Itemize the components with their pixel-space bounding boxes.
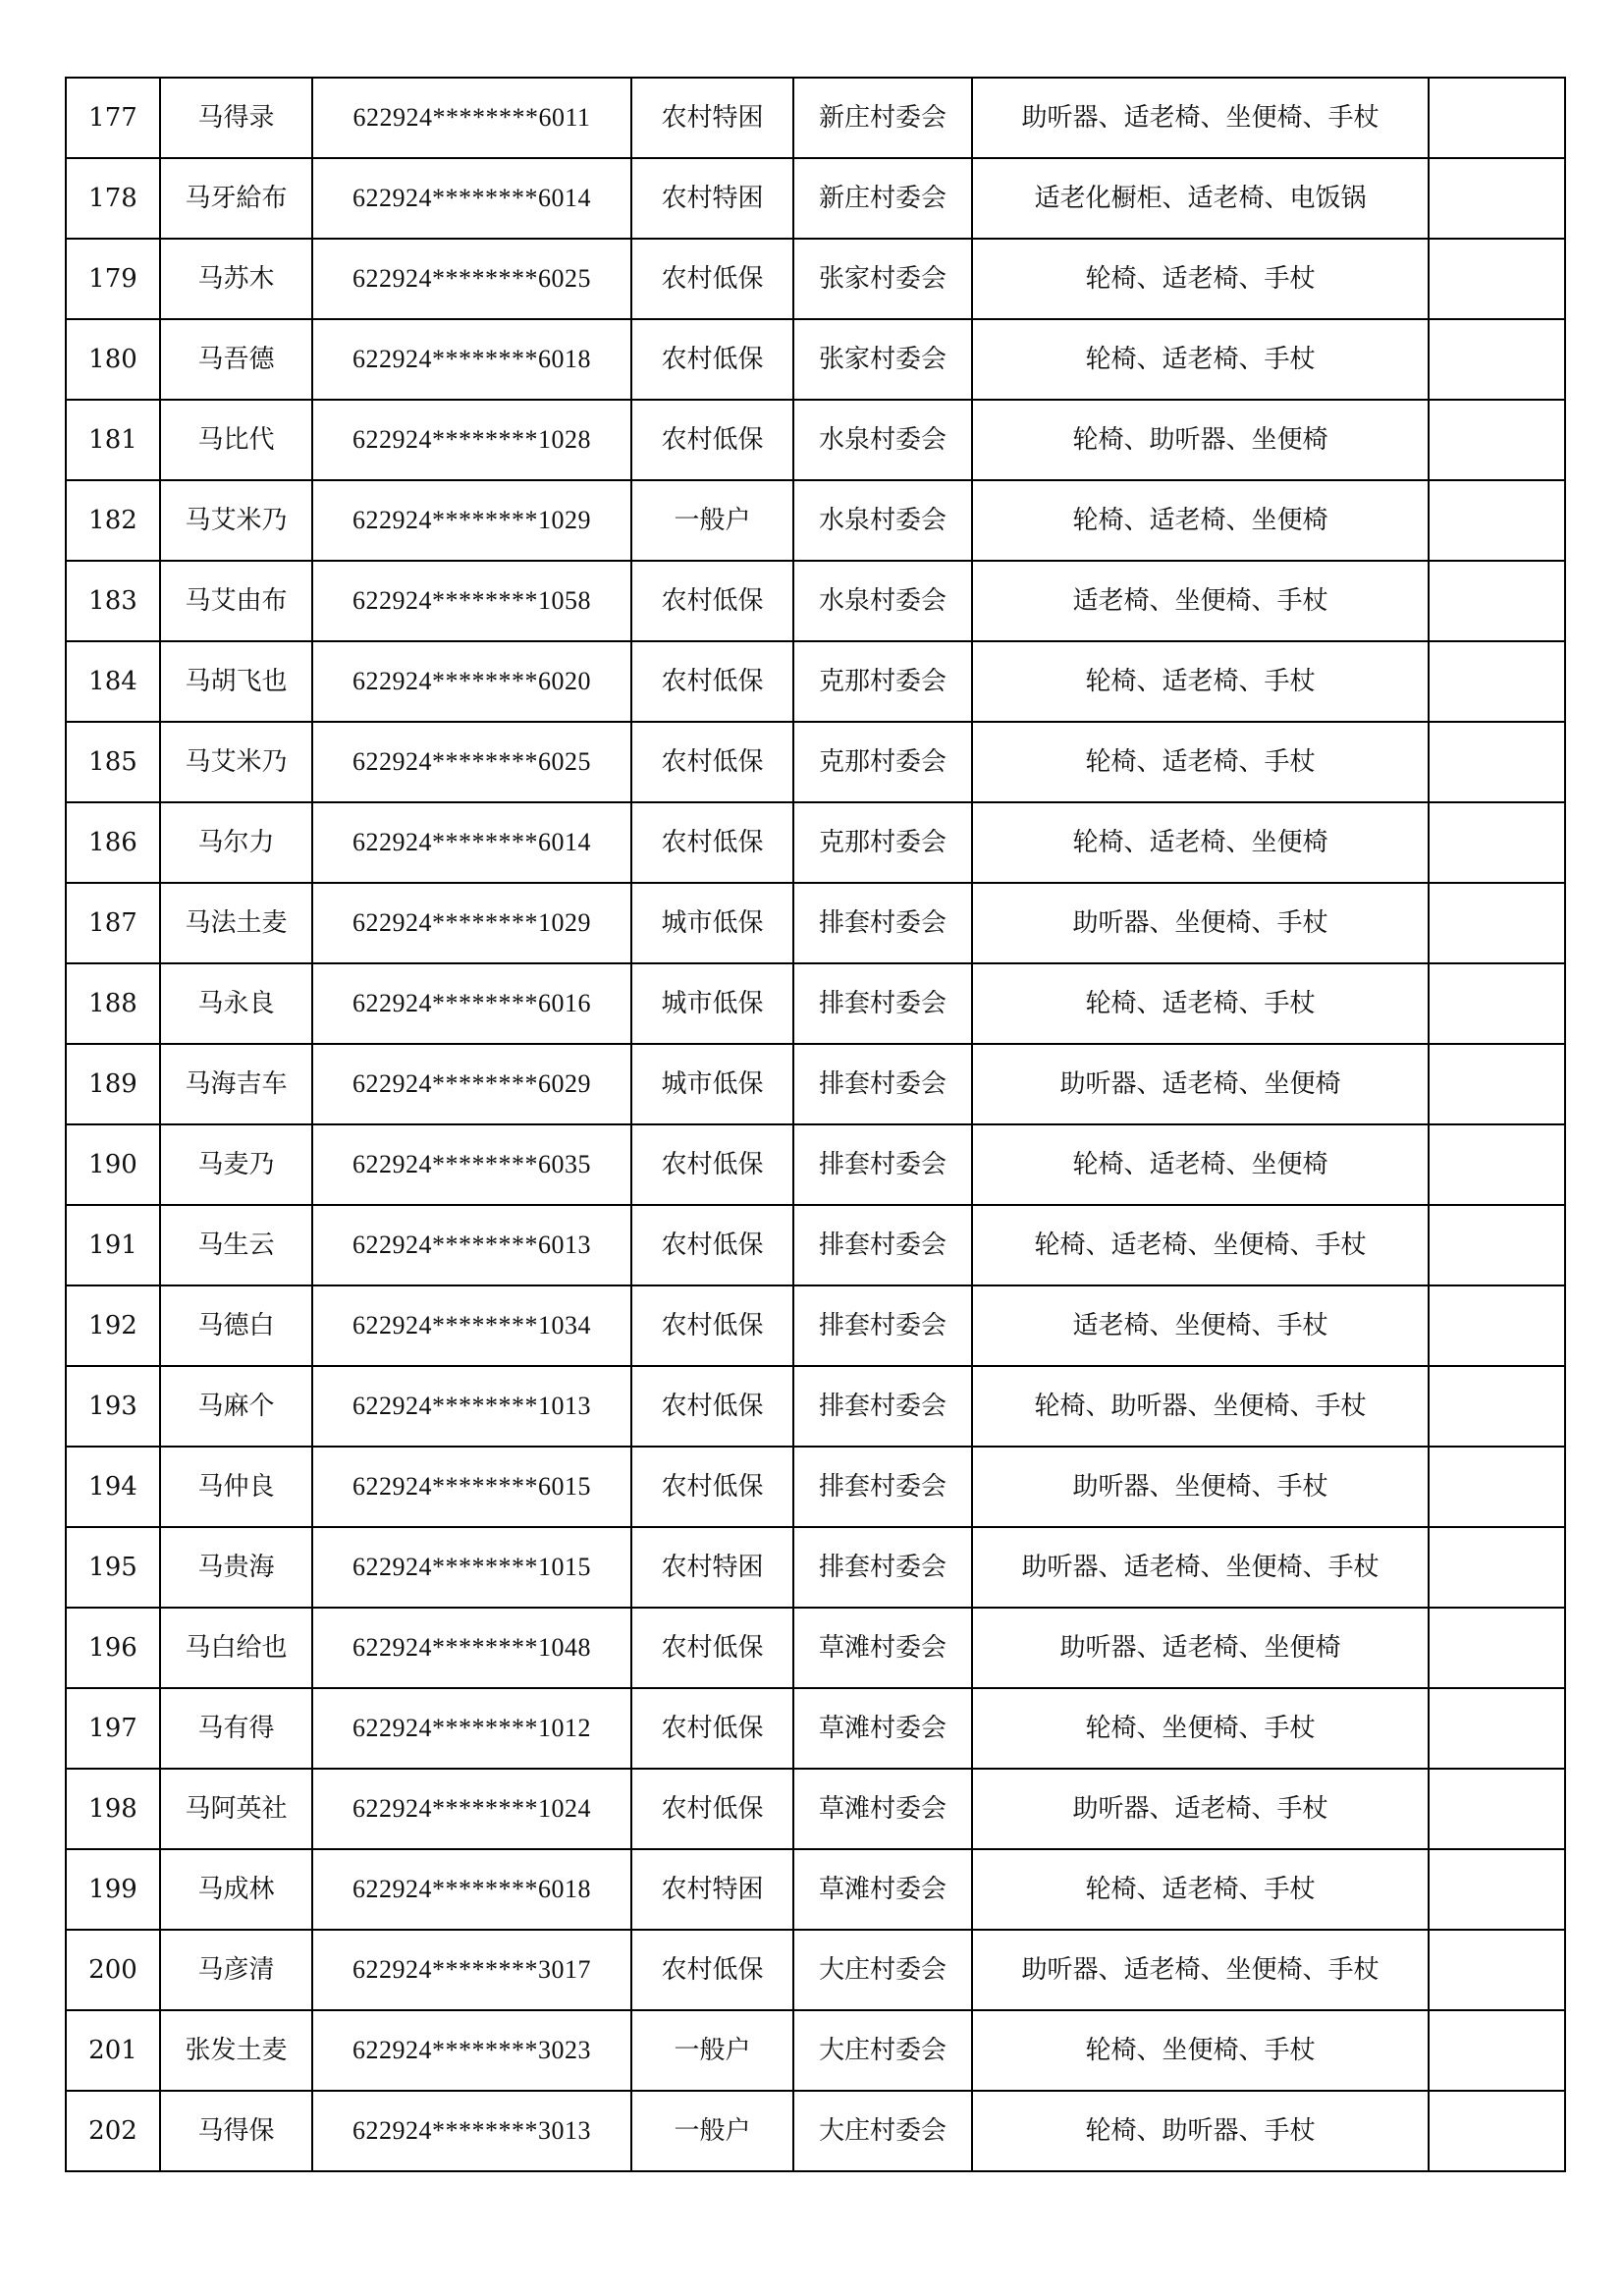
cell-note <box>1429 1527 1565 1608</box>
cell-id-number: 622924********1058 <box>312 561 631 641</box>
cell-category: 农村低保 <box>631 1608 793 1688</box>
cell-village: 大庄村委会 <box>793 2010 972 2091</box>
cell-aid-items: 轮椅、适老椅、手杖 <box>972 1849 1429 1930</box>
table-row <box>66 561 1565 641</box>
cell-name: 马生云 <box>160 1205 312 1285</box>
cell-category: 农村低保 <box>631 1205 793 1285</box>
table-row <box>66 1205 1565 1285</box>
table-row <box>66 802 1565 883</box>
cell-village: 草滩村委会 <box>793 1769 972 1849</box>
table-row <box>66 319 1565 400</box>
cell-aid-items: 轮椅、适老椅、坐便椅 <box>972 1124 1429 1205</box>
cell-number: 187 <box>66 883 160 963</box>
cell-category: 农村低保 <box>631 1124 793 1205</box>
cell-aid-items: 适老椅、坐便椅、手杖 <box>972 561 1429 641</box>
table-row <box>66 1769 1565 1849</box>
cell-name: 马比代 <box>160 400 312 480</box>
cell-note <box>1429 1285 1565 1366</box>
cell-category: 农村低保 <box>631 1447 793 1527</box>
table-row <box>66 2010 1565 2091</box>
cell-note <box>1429 722 1565 802</box>
cell-note <box>1429 78 1565 158</box>
cell-number: 178 <box>66 158 160 239</box>
cell-village: 克那村委会 <box>793 802 972 883</box>
cell-note <box>1429 1366 1565 1447</box>
cell-note <box>1429 1930 1565 2010</box>
cell-name: 马德白 <box>160 1285 312 1366</box>
cell-id-number: 622924********6029 <box>312 1044 631 1124</box>
cell-note <box>1429 2091 1565 2171</box>
cell-category: 农村低保 <box>631 1366 793 1447</box>
cell-id-number: 622924********6035 <box>312 1124 631 1205</box>
cell-name: 马成林 <box>160 1849 312 1930</box>
cell-village: 排套村委会 <box>793 883 972 963</box>
cell-id-number: 622924********6018 <box>312 319 631 400</box>
cell-note <box>1429 319 1565 400</box>
cell-id-number: 622924********6025 <box>312 239 631 319</box>
table-row <box>66 963 1565 1044</box>
cell-category: 农村低保 <box>631 319 793 400</box>
table-row <box>66 1608 1565 1688</box>
table-row <box>66 480 1565 561</box>
table-row <box>66 158 1565 239</box>
cell-category: 一般户 <box>631 2010 793 2091</box>
cell-note <box>1429 480 1565 561</box>
cell-name: 马阿英社 <box>160 1769 312 1849</box>
cell-name: 马艾米乃 <box>160 480 312 561</box>
cell-aid-items: 轮椅、坐便椅、手杖 <box>972 1688 1429 1769</box>
cell-number: 197 <box>66 1688 160 1769</box>
cell-aid-items: 轮椅、助听器、坐便椅 <box>972 400 1429 480</box>
cell-village: 张家村委会 <box>793 239 972 319</box>
cell-number: 184 <box>66 641 160 722</box>
cell-aid-items: 轮椅、适老椅、手杖 <box>972 963 1429 1044</box>
cell-number: 192 <box>66 1285 160 1366</box>
table-row <box>66 641 1565 722</box>
table-row <box>66 1366 1565 1447</box>
cell-id-number: 622924********3013 <box>312 2091 631 2171</box>
table-row <box>66 400 1565 480</box>
cell-name: 马海吉车 <box>160 1044 312 1124</box>
cell-category: 农村低保 <box>631 722 793 802</box>
cell-id-number: 622924********6018 <box>312 1849 631 1930</box>
cell-aid-items: 轮椅、适老椅、坐便椅 <box>972 802 1429 883</box>
cell-aid-items: 轮椅、适老椅、手杖 <box>972 319 1429 400</box>
cell-name: 马得录 <box>160 78 312 158</box>
cell-category: 农村低保 <box>631 1769 793 1849</box>
cell-number: 191 <box>66 1205 160 1285</box>
cell-aid-items: 轮椅、适老椅、坐便椅、手杖 <box>972 1205 1429 1285</box>
cell-note <box>1429 400 1565 480</box>
cell-number: 179 <box>66 239 160 319</box>
cell-category: 农村特困 <box>631 1849 793 1930</box>
cell-village: 排套村委会 <box>793 1527 972 1608</box>
cell-number: 194 <box>66 1447 160 1527</box>
cell-village: 排套村委会 <box>793 1124 972 1205</box>
cell-category: 城市低保 <box>631 963 793 1044</box>
cell-note <box>1429 802 1565 883</box>
cell-number: 182 <box>66 480 160 561</box>
cell-id-number: 622924********1013 <box>312 1366 631 1447</box>
cell-name: 马苏木 <box>160 239 312 319</box>
table-body <box>66 78 1565 2171</box>
cell-id-number: 622924********6013 <box>312 1205 631 1285</box>
cell-name: 马彦清 <box>160 1930 312 2010</box>
cell-aid-items: 助听器、适老椅、坐便椅 <box>972 1608 1429 1688</box>
cell-number: 189 <box>66 1044 160 1124</box>
cell-aid-items: 适老化橱柜、适老椅、电饭锅 <box>972 158 1429 239</box>
cell-village: 大庄村委会 <box>793 1930 972 2010</box>
cell-category: 农村特困 <box>631 158 793 239</box>
table-row <box>66 2091 1565 2171</box>
cell-number: 181 <box>66 400 160 480</box>
table-row <box>66 1688 1565 1769</box>
cell-id-number: 622924********3017 <box>312 1930 631 2010</box>
cell-number: 188 <box>66 963 160 1044</box>
cell-village: 大庄村委会 <box>793 2091 972 2171</box>
table-row <box>66 1849 1565 1930</box>
cell-id-number: 622924********6015 <box>312 1447 631 1527</box>
cell-id-number: 622924********6020 <box>312 641 631 722</box>
cell-name: 马法土麦 <box>160 883 312 963</box>
cell-note <box>1429 883 1565 963</box>
cell-category: 农村低保 <box>631 239 793 319</box>
cell-name: 马麦乃 <box>160 1124 312 1205</box>
beneficiary-table <box>65 77 1566 2172</box>
cell-category: 一般户 <box>631 2091 793 2171</box>
table-row <box>66 722 1565 802</box>
cell-village: 新庄村委会 <box>793 78 972 158</box>
cell-village: 水泉村委会 <box>793 480 972 561</box>
cell-number: 198 <box>66 1769 160 1849</box>
cell-note <box>1429 1044 1565 1124</box>
cell-village: 克那村委会 <box>793 722 972 802</box>
cell-category: 农村低保 <box>631 1930 793 2010</box>
cell-number: 201 <box>66 2010 160 2091</box>
cell-aid-items: 轮椅、适老椅、坐便椅 <box>972 480 1429 561</box>
cell-number: 193 <box>66 1366 160 1447</box>
cell-name: 马尔力 <box>160 802 312 883</box>
cell-village: 排套村委会 <box>793 963 972 1044</box>
table-row <box>66 1930 1565 2010</box>
cell-village: 张家村委会 <box>793 319 972 400</box>
cell-note <box>1429 158 1565 239</box>
cell-number: 195 <box>66 1527 160 1608</box>
cell-village: 排套村委会 <box>793 1205 972 1285</box>
cell-number: 186 <box>66 802 160 883</box>
cell-name: 马有得 <box>160 1688 312 1769</box>
cell-aid-items: 助听器、适老椅、坐便椅、手杖 <box>972 78 1429 158</box>
cell-aid-items: 助听器、适老椅、手杖 <box>972 1769 1429 1849</box>
cell-aid-items: 轮椅、助听器、手杖 <box>972 2091 1429 2171</box>
table-row <box>66 239 1565 319</box>
cell-name: 马白给也 <box>160 1608 312 1688</box>
table-row <box>66 883 1565 963</box>
cell-name: 马得保 <box>160 2091 312 2171</box>
cell-id-number: 622924********6016 <box>312 963 631 1044</box>
cell-note <box>1429 963 1565 1044</box>
cell-name: 张发土麦 <box>160 2010 312 2091</box>
cell-village: 克那村委会 <box>793 641 972 722</box>
cell-name: 马贵海 <box>160 1527 312 1608</box>
cell-village: 排套村委会 <box>793 1285 972 1366</box>
cell-aid-items: 助听器、适老椅、坐便椅、手杖 <box>972 1527 1429 1608</box>
cell-name: 马艾米乃 <box>160 722 312 802</box>
cell-name: 马永良 <box>160 963 312 1044</box>
cell-note <box>1429 561 1565 641</box>
cell-aid-items: 助听器、坐便椅、手杖 <box>972 1447 1429 1527</box>
cell-aid-items: 轮椅、助听器、坐便椅、手杖 <box>972 1366 1429 1447</box>
cell-name: 马胡飞也 <box>160 641 312 722</box>
cell-name: 马艾由布 <box>160 561 312 641</box>
cell-id-number: 622924********3023 <box>312 2010 631 2091</box>
cell-id-number: 622924********1029 <box>312 883 631 963</box>
cell-category: 农村低保 <box>631 400 793 480</box>
cell-village: 新庄村委会 <box>793 158 972 239</box>
cell-name: 马麻个 <box>160 1366 312 1447</box>
cell-category: 农村低保 <box>631 802 793 883</box>
cell-category: 农村特困 <box>631 78 793 158</box>
table-row <box>66 1124 1565 1205</box>
cell-id-number: 622924********1034 <box>312 1285 631 1366</box>
cell-aid-items: 轮椅、适老椅、手杖 <box>972 722 1429 802</box>
cell-id-number: 622924********1029 <box>312 480 631 561</box>
cell-category: 农村特困 <box>631 1527 793 1608</box>
cell-id-number: 622924********6014 <box>312 802 631 883</box>
cell-village: 草滩村委会 <box>793 1608 972 1688</box>
cell-village: 草滩村委会 <box>793 1688 972 1769</box>
cell-note <box>1429 1769 1565 1849</box>
cell-note <box>1429 239 1565 319</box>
table-row <box>66 1447 1565 1527</box>
cell-aid-items: 轮椅、适老椅、手杖 <box>972 239 1429 319</box>
cell-id-number: 622924********1012 <box>312 1688 631 1769</box>
cell-note <box>1429 1205 1565 1285</box>
cell-category: 城市低保 <box>631 1044 793 1124</box>
cell-id-number: 622924********1028 <box>312 400 631 480</box>
table-row <box>66 1044 1565 1124</box>
cell-note <box>1429 1849 1565 1930</box>
cell-number: 202 <box>66 2091 160 2171</box>
cell-number: 177 <box>66 78 160 158</box>
cell-aid-items: 助听器、坐便椅、手杖 <box>972 883 1429 963</box>
cell-id-number: 622924********1048 <box>312 1608 631 1688</box>
cell-id-number: 622924********1024 <box>312 1769 631 1849</box>
cell-id-number: 622924********6014 <box>312 158 631 239</box>
cell-aid-items: 助听器、适老椅、坐便椅 <box>972 1044 1429 1124</box>
cell-village: 排套村委会 <box>793 1366 972 1447</box>
cell-aid-items: 轮椅、坐便椅、手杖 <box>972 2010 1429 2091</box>
cell-note <box>1429 2010 1565 2091</box>
table-row <box>66 78 1565 158</box>
cell-village: 水泉村委会 <box>793 400 972 480</box>
cell-number: 196 <box>66 1608 160 1688</box>
cell-aid-items: 轮椅、适老椅、手杖 <box>972 641 1429 722</box>
cell-village: 排套村委会 <box>793 1447 972 1527</box>
cell-village: 排套村委会 <box>793 1044 972 1124</box>
cell-note <box>1429 1447 1565 1527</box>
cell-aid-items: 适老椅、坐便椅、手杖 <box>972 1285 1429 1366</box>
cell-id-number: 622924********6011 <box>312 78 631 158</box>
cell-category: 农村低保 <box>631 641 793 722</box>
cell-name: 马仲良 <box>160 1447 312 1527</box>
cell-number: 180 <box>66 319 160 400</box>
cell-name: 马牙給布 <box>160 158 312 239</box>
cell-village: 草滩村委会 <box>793 1849 972 1930</box>
cell-id-number: 622924********6025 <box>312 722 631 802</box>
cell-note <box>1429 1608 1565 1688</box>
cell-note <box>1429 1688 1565 1769</box>
table-row <box>66 1285 1565 1366</box>
cell-category: 农村低保 <box>631 561 793 641</box>
cell-aid-items: 助听器、适老椅、坐便椅、手杖 <box>972 1930 1429 2010</box>
cell-number: 200 <box>66 1930 160 2010</box>
cell-number: 199 <box>66 1849 160 1930</box>
cell-number: 183 <box>66 561 160 641</box>
cell-category: 一般户 <box>631 480 793 561</box>
cell-category: 农村低保 <box>631 1285 793 1366</box>
cell-id-number: 622924********1015 <box>312 1527 631 1608</box>
cell-name: 马吾德 <box>160 319 312 400</box>
cell-category: 农村低保 <box>631 1688 793 1769</box>
cell-number: 185 <box>66 722 160 802</box>
table-row <box>66 1527 1565 1608</box>
cell-village: 水泉村委会 <box>793 561 972 641</box>
cell-category: 城市低保 <box>631 883 793 963</box>
cell-note <box>1429 1124 1565 1205</box>
cell-number: 190 <box>66 1124 160 1205</box>
cell-note <box>1429 641 1565 722</box>
